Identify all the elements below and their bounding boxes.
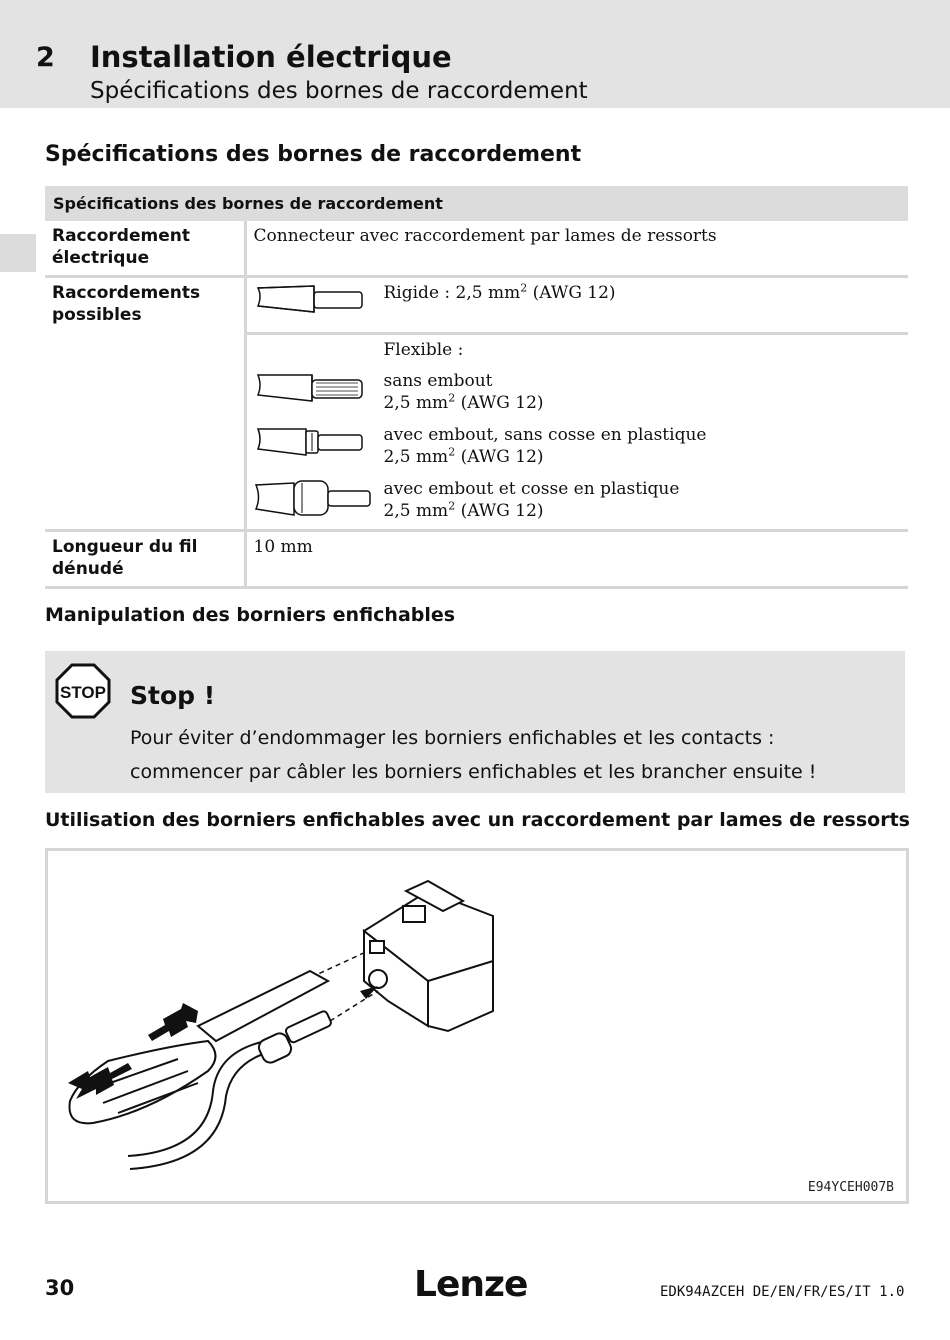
flex-entry-text: avec embout, sans cosse en plastique 2,5 $mm^2$ (AWG 12) [383,425,707,467]
flexible-cell [245,334,908,531]
spec-table [45,186,908,589]
stop-title: Stop ! [130,681,216,710]
stop-text-line2: commencer par câbler les borniers enfichables et les brancher ensuite ! [130,761,817,783]
section-title: Spécifications des bornes de raccordement [45,142,582,167]
chapter-number: 2 [36,42,55,73]
flex-entry-no-ferrule [254,369,902,415]
insulated-ferrule-illustration [254,477,384,523]
row-value-strip-length: 10 mm [245,531,908,588]
row-label-connections: Raccordements possibles [45,277,245,531]
rigid-wire-illustration [254,282,384,326]
screwdriver-connector-illustration [48,851,906,1201]
flexible-label: Flexible : [383,340,464,360]
rigid-cell [245,277,908,334]
ferrule-wire-illustration [254,423,384,469]
document-id: EDK94AZCEH DE/EN/FR/ES/IT 1.0 [660,1284,905,1300]
handling-title: Manipulation des borniers enfichables [45,604,456,626]
row-label-electrical: Raccordement électrique [45,221,245,277]
table-row [45,531,908,588]
flex-entry-ferrule [254,423,902,469]
flex-entry-ferrule-plastic [254,477,902,523]
stop-text-line1: Pour éviter d’endommager les borniers enfichables et les contacts : [130,727,775,749]
stop-sign-icon [55,663,111,723]
stranded-wire-illustration [254,369,384,415]
flex-entry-text: sans embout 2,5 $mm^2$ (AWG 12) [383,371,544,413]
page-number: 30 [45,1276,75,1300]
table-header: Spécifications des bornes de raccordement [45,186,908,221]
usage-title: Utilisation des borniers enfichables avec un raccordement par lames de ressorts [45,809,910,831]
flex-entry-text: avec embout et cosse en plastique 2,5 $mm^2$ (AWG 12) [383,479,680,521]
row-value-electrical: Connecteur avec raccordement par lames de ressorts [245,221,908,277]
stop-warning-box [45,651,905,793]
row-label-strip-length: Longueur du fil dénudé [45,531,245,588]
svg-text:STOP: STOP [60,683,106,702]
rigid-text: Rigide : 2,5 $mm^2$ (AWG 12) [383,281,616,303]
table-row [45,277,908,334]
chapter-subtitle: Spécifications des bornes de raccordement [90,78,588,104]
figure-code: E94YCEH007B [807,1180,894,1195]
chapter-title: Installation électrique [90,40,452,74]
table-row [45,221,908,277]
lenze-logo: Lenze [414,1264,528,1305]
side-tab-marker [0,234,36,272]
figure-box [45,848,909,1204]
